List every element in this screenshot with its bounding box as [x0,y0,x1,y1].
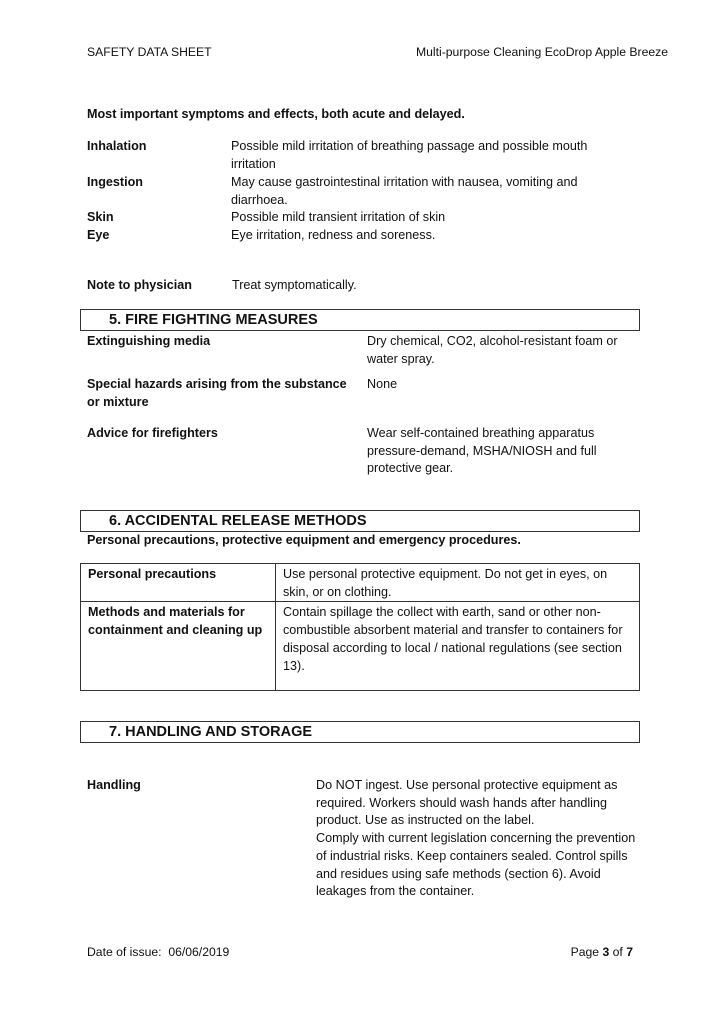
handling-value [316,777,638,901]
note-to-physician-value: Treat symptomatically. [232,278,357,292]
section-6-header [80,510,640,532]
footer-page-number [520,944,633,962]
section-7-header [80,721,640,743]
special-hazards-value: None [367,377,398,391]
page-of-word: of [612,945,623,959]
advice-firefighters-label: Advice for firefighters [87,426,218,440]
personal-precautions-value: Use personal protective equipment. Do not get in eyes, on skin, or on clothing. [276,564,640,602]
header-doc-type: SAFETY DATA SHEET [87,45,212,59]
ingestion-label: Ingestion [87,175,143,189]
page-total: 7 [626,945,633,959]
table-row [81,564,640,602]
advice-firefighters-value: Wear self-contained breathing apparatus pressure-demand, MSHA/NIOSH and full protective gear. [367,426,597,476]
ingestion-value: May cause gastrointestinal irritation with nausea, vomiting and diarrhoea. [231,175,578,207]
date-of-issue-value: 06/06/2019 [168,945,230,959]
page-word: Page [570,945,600,959]
handling-text-1: Do NOT ingest. Use personal protective equipment as required. Workers should wash hands after handling product. Use as instructed on the label. [316,778,618,828]
special-hazards-label: Special hazards arising from the substance or mixture [87,377,347,409]
personal-precautions-label: Personal precautions [81,564,276,602]
section-6-subheading: Personal precautions, protective equipment and emergency procedures. [87,533,521,547]
extinguishing-media-value: Dry chemical, CO2, alcohol-resistant foam or water spray. [367,334,618,366]
accidental-release-table [80,563,640,691]
containment-methods-label: Methods and materials for containment and cleaning up [81,602,276,691]
section-5-header [80,309,640,331]
date-of-issue-label: Date of issue: [87,945,162,959]
note-to-physician-label: Note to physician [87,278,192,292]
table-row [81,602,640,691]
page-current: 3 [602,945,610,959]
eye-label: Eye [87,228,110,242]
footer-date [87,944,229,962]
inhalation-label: Inhalation [87,139,147,153]
header-product-name: Multi-purpose Cleaning EcoDrop Apple Breeze [415,45,668,59]
skin-label: Skin [87,210,114,224]
extinguishing-media-label: Extinguishing media [87,334,211,348]
section-6-title: 6. ACCIDENTAL RELEASE METHODS [109,513,367,529]
handling-label: Handling [87,778,141,792]
inhalation-value: Possible mild irritation of breathing passage and possible mouth irritation [231,139,588,171]
containment-methods-value: Contain spillage the collect with earth, sand or other non-combustible absorbent material and transfer to containers for disposal according to local / national regulations (see section 13). [276,602,640,691]
symptoms-heading: Most important symptoms and effects, both acute and delayed. [87,107,465,121]
eye-value: Eye irritation, redness and soreness. [231,228,436,242]
skin-value: Possible mild transient irritation of skin [231,210,446,224]
section-5-title: 5. FIRE FIGHTING MEASURES [109,312,318,328]
handling-text-2: Comply with current legislation concerning the prevention of industrial risks. Keep containers sealed. Control spills and residues using safe methods (section 6). Avoid leakages from the container. [316,831,636,899]
section-7-title: 7. HANDLING AND STORAGE [109,724,313,740]
